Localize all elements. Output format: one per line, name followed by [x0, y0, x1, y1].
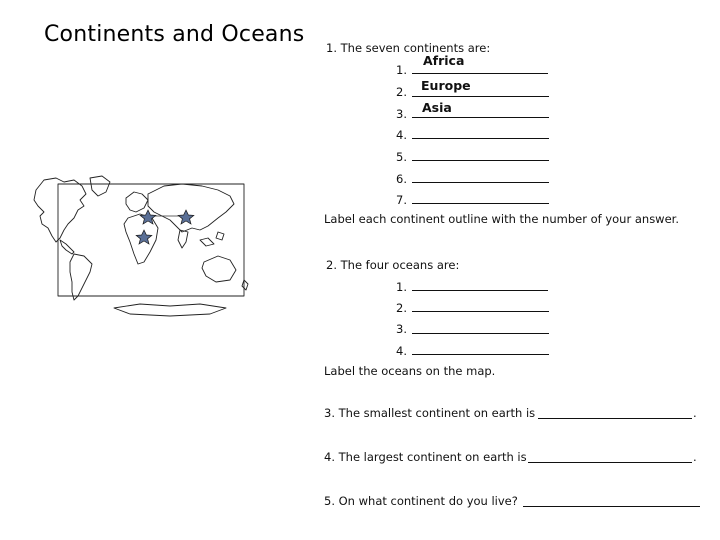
islands-outline — [200, 232, 224, 246]
q1-item-number: 6. — [396, 172, 407, 186]
australia-outline — [202, 256, 236, 282]
answer-line[interactable] — [412, 182, 549, 183]
q1-item-number: 2. — [396, 85, 407, 99]
q1-item-number: 7. — [396, 193, 407, 207]
q2-item-number: 4. — [396, 344, 407, 358]
q2-item-number: 1. — [396, 280, 407, 294]
page-title: Continents and Oceans — [44, 22, 305, 47]
greenland-outline — [90, 176, 110, 196]
answer-line[interactable] — [412, 73, 548, 74]
q2-item-number: 2. — [396, 301, 407, 315]
answer-line[interactable] — [412, 333, 549, 334]
world-map — [30, 172, 268, 320]
question-3-prompt: 3. The smallest continent on earth is — [324, 406, 536, 420]
answer-line[interactable] — [412, 138, 549, 139]
answer-line[interactable] — [412, 160, 549, 161]
q2-item-number: 3. — [396, 322, 407, 336]
q1-item-number: 1. — [396, 63, 407, 77]
answer-line[interactable] — [412, 354, 549, 355]
answer-text-asia: Asia — [422, 100, 452, 115]
q1-item-number: 4. — [396, 128, 407, 142]
question-4-prompt: 4. The largest continent on earth is — [324, 450, 527, 464]
q1-item-number: 5. — [396, 150, 407, 164]
answer-line[interactable] — [412, 311, 549, 312]
india-outline — [178, 230, 188, 248]
answer-line[interactable] — [523, 506, 700, 507]
star-marker-europe — [136, 230, 152, 244]
star-marker-africa — [140, 210, 156, 224]
question-1-prompt: 1. The seven continents are: — [326, 41, 491, 55]
q1-instruction: Label each continent outline with the number of your answer. — [324, 212, 679, 226]
answer-line[interactable] — [412, 290, 548, 291]
answer-text-africa: Africa — [423, 53, 465, 68]
antarctica-outline — [114, 304, 226, 316]
answer-text-europe: Europe — [421, 78, 471, 93]
question-3-period: . — [693, 406, 697, 420]
q2-instruction: Label the oceans on the map. — [324, 364, 496, 378]
south-america-outline — [70, 254, 92, 300]
answer-line[interactable] — [412, 117, 549, 118]
question-5-prompt: 5. On what continent do you live? — [324, 494, 518, 508]
europe-outline — [126, 192, 148, 212]
q1-item-number: 3. — [396, 107, 407, 121]
north-america-outline — [34, 178, 86, 242]
answer-line[interactable] — [412, 96, 549, 97]
asia-outline — [148, 184, 234, 232]
star-marker-asia — [178, 210, 194, 224]
answer-line[interactable] — [412, 203, 549, 204]
question-2-prompt: 2. The four oceans are: — [326, 258, 460, 272]
new-zealand-outline — [242, 280, 248, 290]
question-4-period: . — [693, 450, 697, 464]
central-america-outline — [60, 240, 74, 254]
answer-line[interactable] — [528, 462, 692, 463]
answer-line[interactable] — [538, 418, 692, 419]
